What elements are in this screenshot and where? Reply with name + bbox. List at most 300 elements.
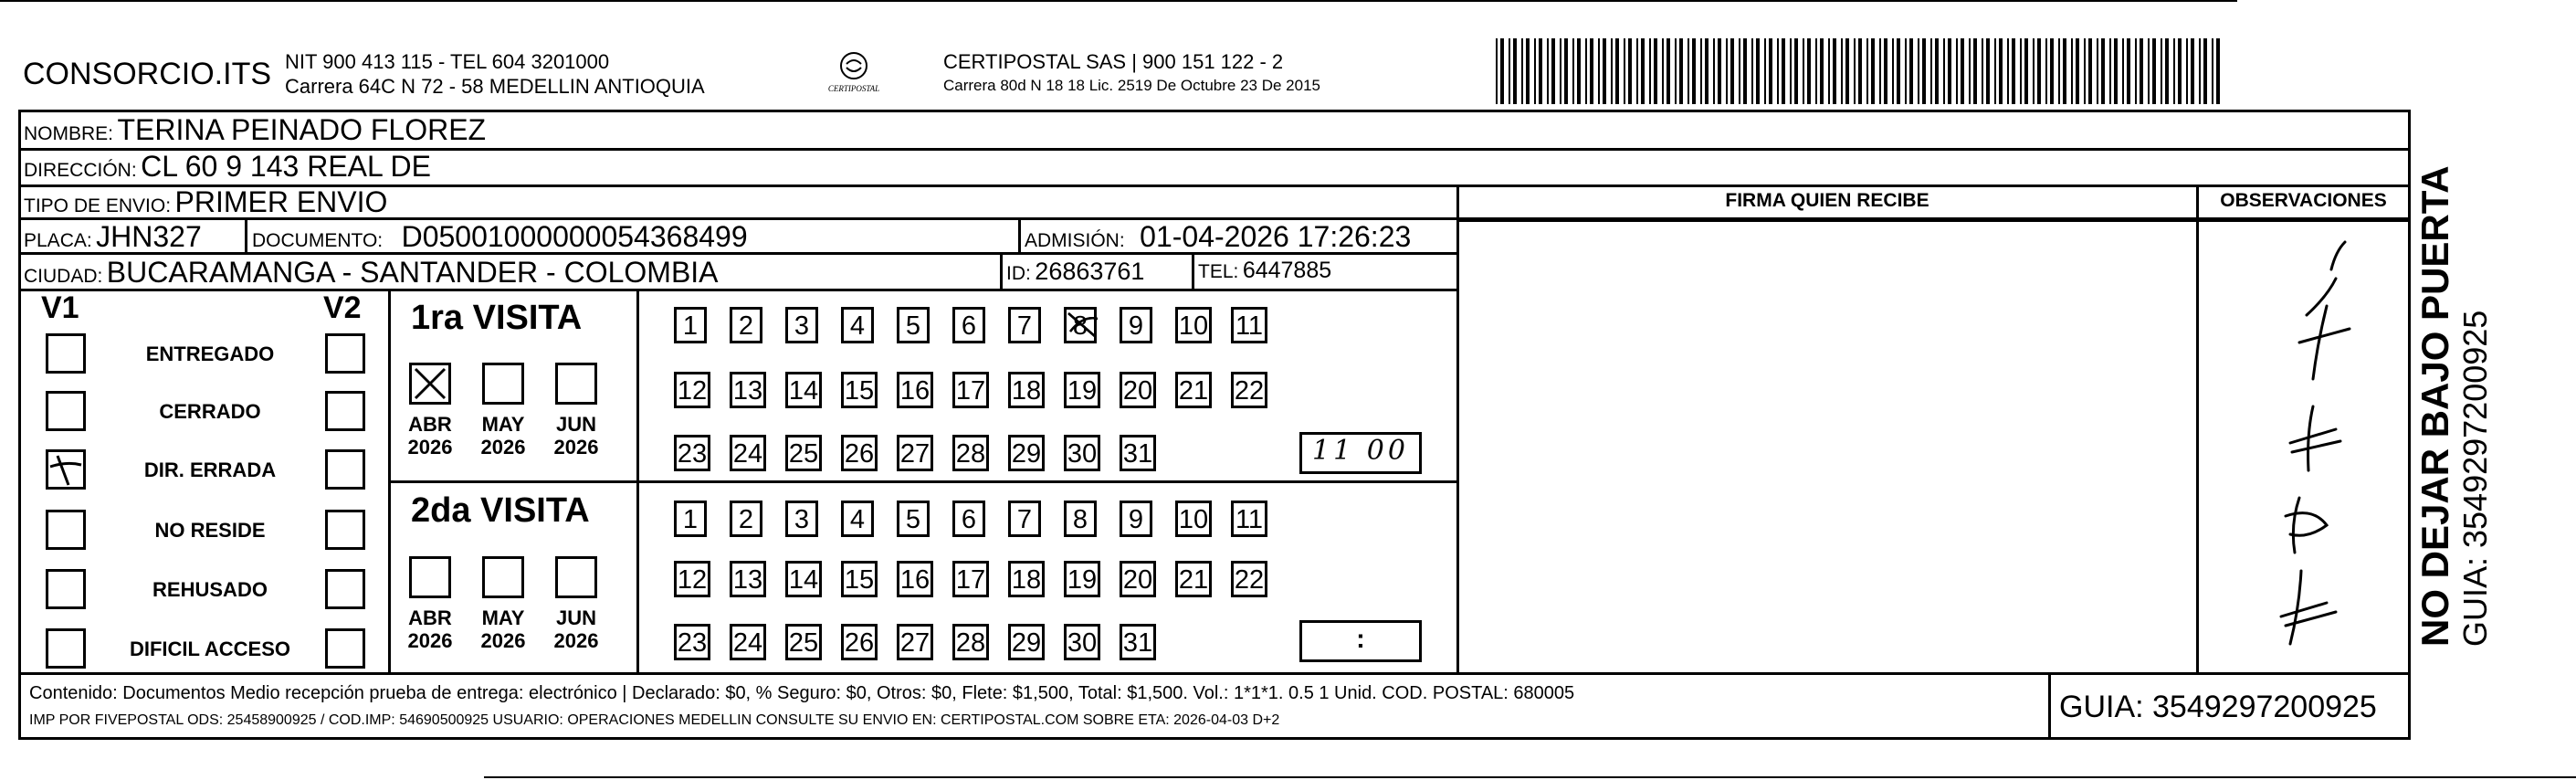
barcode-bar [2122, 38, 2124, 104]
barcode-bar [1807, 38, 1811, 104]
row-line [1457, 219, 2199, 222]
barcode-bar [1820, 38, 1824, 104]
day-box[interactable] [730, 501, 762, 537]
barcode-bar [1858, 38, 1862, 104]
status-label: REHUSADO [152, 578, 268, 601]
day-number: 2 [738, 505, 754, 534]
day-box[interactable] [674, 561, 710, 597]
documento-value: D05001000000054368499 [401, 220, 748, 253]
barcode-bar [2058, 38, 2060, 104]
admision-value: 01-04-2026 17:26:23 [1140, 220, 1412, 253]
day-box[interactable] [674, 307, 707, 343]
day-number: 3 [794, 505, 810, 534]
day-box[interactable] [1231, 501, 1267, 537]
no-dejar-text: NO DEJAR BAJO PUERTA [2413, 165, 2456, 647]
barcode-bar [2216, 38, 2220, 104]
barcode-bar [1692, 38, 1696, 104]
barcode-bar [1930, 38, 1932, 104]
day-number: 11 [1235, 505, 1264, 534]
barcode [1496, 38, 2226, 104]
logo-text: CERTIPOSTAL [827, 84, 880, 93]
month-checkbox[interactable] [555, 363, 597, 405]
barcode-bar [1700, 38, 1702, 104]
barcode-bar [1730, 38, 1734, 104]
day-number: 19 [1067, 565, 1098, 595]
barcode-bar [2024, 38, 2028, 104]
barcode-bar [1922, 38, 1926, 104]
day-number: 29 [1011, 628, 1042, 658]
barcode-bar [1833, 38, 1836, 104]
barcode-bar [1615, 38, 1619, 104]
side-strip-border [2408, 110, 2411, 740]
barcode-bar [1560, 38, 1561, 104]
barcode-bar [2212, 38, 2213, 104]
day-number: 6 [961, 311, 977, 341]
day-number: 18 [1011, 376, 1042, 406]
day-number: 9 [1128, 505, 1144, 534]
placa-label: PLACA: [24, 230, 92, 251]
day-box[interactable] [1008, 307, 1041, 343]
observaciones-header: OBSERVACIONES [2220, 190, 2387, 211]
barcode-bar [2203, 38, 2207, 104]
col-line [1456, 184, 1459, 674]
barcode-bar [1897, 38, 1900, 104]
v1-checkbox[interactable] [46, 569, 86, 609]
barcode-bar [1603, 38, 1606, 104]
tel-field [1198, 258, 1331, 284]
day-box[interactable] [674, 372, 710, 408]
barcode-bar [1743, 38, 1747, 104]
day-number: 9 [1128, 311, 1144, 341]
day-number: 30 [1067, 439, 1098, 469]
v1-checkbox[interactable] [46, 510, 86, 550]
barcode-bar [2007, 38, 2009, 104]
v2-checkbox[interactable] [325, 391, 365, 431]
day-box[interactable] [841, 307, 874, 343]
barcode-bar [1667, 38, 1670, 104]
admision-field [1025, 220, 1411, 254]
day-box[interactable] [674, 435, 710, 471]
col-line [1018, 217, 1021, 252]
barcode-bar [2148, 38, 2150, 104]
barcode-bar [2140, 38, 2143, 104]
year-label: 2026 [553, 436, 599, 459]
day-number: 27 [899, 628, 931, 658]
day-number: 16 [899, 565, 931, 595]
barcode-bar [1892, 38, 1894, 104]
barcode-bar [1577, 38, 1581, 104]
status-label: NO RESIDE [154, 519, 266, 542]
barcode-bar [2114, 38, 2118, 104]
barcode-bar [2152, 38, 2156, 104]
day-box[interactable] [841, 501, 874, 537]
day-box[interactable] [1175, 372, 1212, 408]
year-label: 2026 [553, 629, 599, 652]
tipo-value: PRIMER ENVIO [174, 185, 388, 218]
id-value: 26863761 [1035, 258, 1145, 285]
day-box[interactable] [785, 307, 818, 343]
barcode-bar [1782, 38, 1785, 104]
contenido-text: Contenido: Documentos Medio recepción prueba de entrega: electrónico | Declarado: $0, % Seguro: $0, Otros: $0, Flete: $1,500, Total: $1,500. Vol.: 1*1*1. 0.5 1 Unid. COD. POSTAL: 680005 [29, 683, 1575, 703]
barcode-bar [2033, 38, 2035, 104]
day-box[interactable] [1008, 501, 1041, 537]
day-number: 29 [1011, 439, 1042, 469]
barcode-bar [1845, 38, 1849, 104]
first-visit-time-box[interactable] [1299, 432, 1422, 474]
day-box[interactable] [1064, 561, 1100, 597]
handwritten-signature [2199, 224, 2408, 671]
barcode-bar [1718, 38, 1721, 104]
tipo-label: TIPO DE ENVIO: [24, 195, 172, 216]
day-box[interactable] [785, 561, 822, 597]
barcode-bar [2173, 38, 2175, 104]
day-box[interactable] [897, 435, 933, 471]
v1-checkbox[interactable] [46, 628, 86, 669]
day-box[interactable] [841, 624, 878, 660]
ciudad-value: BUCARAMANGA - SANTANDER - COLOMBIA [106, 256, 719, 289]
barcode-bar [1841, 38, 1843, 104]
day-number: 7 [1016, 311, 1033, 341]
barcode-bar [1513, 38, 1517, 104]
status-label: DIFICIL ACCESO [129, 638, 290, 660]
day-box[interactable] [897, 372, 933, 408]
barcode-bar [1764, 38, 1766, 104]
barcode-bar [1994, 38, 1996, 104]
ciudad-label: CIUDAD: [24, 266, 103, 287]
placa-value: JHN327 [96, 220, 202, 253]
barcode-bar [1688, 38, 1689, 104]
barcode-bar [2109, 38, 2111, 104]
day-box[interactable] [952, 501, 985, 537]
day-box[interactable] [1175, 561, 1212, 597]
x-mark-icon [412, 365, 448, 402]
day-box[interactable] [952, 435, 989, 471]
barcode-bar [1803, 38, 1804, 104]
day-number: 14 [788, 565, 819, 595]
barcode-bar [1679, 38, 1683, 104]
day-number: 27 [899, 439, 931, 469]
barcode-bar [1662, 38, 1664, 104]
day-box[interactable] [730, 307, 762, 343]
barcode-bar [1496, 38, 1498, 104]
footer-guia: GUIA: 3549297200925 [2059, 690, 2377, 724]
month-checkbox[interactable] [409, 556, 451, 598]
barcode-bar [1769, 38, 1772, 104]
day-number: 15 [844, 376, 875, 406]
month-checkbox[interactable] [555, 556, 597, 598]
barcode-bar [1751, 38, 1753, 104]
day-box[interactable] [1008, 561, 1045, 597]
barcode-bar [1649, 38, 1651, 104]
first-visit-time-handwritten: 11 00 [1312, 435, 1409, 467]
nombre-value: TERINA PEINADO FLOREZ [117, 113, 487, 146]
month-label: MAY [481, 606, 525, 629]
barcode-bar [1884, 38, 1887, 104]
day-box[interactable] [1175, 307, 1212, 343]
id-label: ID: [1006, 263, 1031, 284]
barcode-bar [1918, 38, 1919, 104]
day-number: 11 [1235, 311, 1264, 341]
barcode-bar [1641, 38, 1645, 104]
day-number: 2 [738, 311, 754, 341]
barcode-bar [2186, 38, 2188, 104]
v2-checkbox[interactable] [325, 569, 365, 609]
barcode-bar [2088, 38, 2092, 104]
second-visit-time-box[interactable] [1299, 620, 1422, 662]
day-number: 4 [849, 311, 866, 341]
status-label: ENTREGADO [145, 343, 275, 365]
day-box[interactable] [1120, 624, 1156, 660]
day-number: 22 [1234, 376, 1265, 406]
cross-mark-icon [1067, 310, 1098, 349]
day-box[interactable] [1120, 372, 1156, 408]
check-mark-icon [48, 452, 83, 487]
side-guia-text: GUIA: 3549297200925 [2456, 310, 2494, 647]
month-checkbox[interactable] [409, 363, 451, 405]
barcode-bar [1794, 38, 1798, 104]
day-number: 13 [732, 376, 763, 406]
day-number: 7 [1016, 505, 1033, 534]
barcode-bar [1866, 38, 1868, 104]
day-number: 23 [677, 628, 708, 658]
barcode-bar [1598, 38, 1600, 104]
barcode-bar [1948, 38, 1951, 104]
grid-bottom-line [18, 672, 2411, 675]
col-line [1000, 252, 1003, 289]
company-name: CONSORCIO.ITS [23, 57, 272, 91]
day-box[interactable] [730, 624, 766, 660]
day-box[interactable] [1231, 561, 1267, 597]
barcode-bar [2050, 38, 2054, 104]
certipostal-logo [822, 46, 886, 100]
admision-label: ADMISIÓN: [1025, 230, 1125, 251]
barcode-bar [1961, 38, 1964, 104]
v2-checkbox[interactable] [325, 333, 365, 374]
month-checkbox[interactable] [482, 363, 524, 405]
barcode-bar [2084, 38, 2086, 104]
footer-divider [2048, 672, 2051, 740]
day-number: 31 [1122, 628, 1153, 658]
barcode-bar [1905, 38, 1907, 104]
barcode-bar [1654, 38, 1657, 104]
address-line: Carrera 64C N 72 - 58 MEDELLIN ANTIOQUIA [285, 75, 705, 98]
day-box[interactable] [1064, 624, 1100, 660]
tel-value: 6447885 [1242, 258, 1332, 283]
day-box[interactable] [841, 561, 878, 597]
barcode-bar [1973, 38, 1977, 104]
v2-checkbox[interactable] [325, 628, 365, 669]
day-box[interactable] [841, 372, 878, 408]
day-number: 6 [961, 505, 977, 534]
day-number: 25 [788, 439, 819, 469]
day-box[interactable] [1120, 307, 1152, 343]
day-box[interactable] [1231, 372, 1267, 408]
day-box[interactable] [1175, 501, 1212, 537]
barcode-bar [2063, 38, 2066, 104]
day-number: 17 [955, 565, 986, 595]
barcode-bar [1739, 38, 1740, 104]
day-number: 20 [1122, 376, 1153, 406]
year-label: 2026 [480, 629, 526, 652]
day-box[interactable] [674, 624, 710, 660]
visit-split-line [388, 480, 1458, 483]
status-label: CERRADO [159, 400, 261, 423]
barcode-bar [2101, 38, 2105, 104]
barcode-bar [2076, 38, 2079, 104]
barcode-bar [1585, 38, 1587, 104]
day-box[interactable] [1064, 372, 1100, 408]
day-box[interactable] [1008, 624, 1045, 660]
v1-checkbox[interactable] [46, 449, 86, 490]
day-box[interactable] [1120, 435, 1156, 471]
v2-label: V2 [323, 290, 362, 325]
barcode-bar [1564, 38, 1568, 104]
day-box[interactable] [952, 372, 989, 408]
documento-label: DOCUMENTO: [252, 230, 384, 251]
day-box[interactable] [1008, 372, 1045, 408]
day-number: 10 [1178, 505, 1209, 534]
barcode-bar [1726, 38, 1728, 104]
day-box[interactable] [730, 561, 766, 597]
day-box[interactable] [897, 501, 930, 537]
ciudad-field [24, 256, 719, 290]
day-box[interactable] [674, 501, 707, 537]
day-number: 5 [905, 505, 921, 534]
license-line: Carrera 80d N 18 18 Lic. 2519 De Octubre 23 De 2015 [943, 77, 1320, 94]
day-number: 26 [844, 628, 875, 658]
barcode-bar [1551, 38, 1555, 104]
day-number: 3 [794, 311, 810, 341]
day-number: 22 [1234, 565, 1265, 595]
day-box[interactable] [730, 435, 766, 471]
barcode-bar [2178, 38, 2182, 104]
barcode-bar [1986, 38, 1990, 104]
day-box[interactable] [897, 624, 933, 660]
nombre-field [24, 113, 486, 147]
day-number: 28 [955, 439, 986, 469]
month-label: ABR [408, 413, 452, 436]
barcode-bar [2135, 38, 2137, 104]
id-field [1006, 258, 1144, 286]
tel-label: TEL: [1198, 261, 1239, 282]
barcode-bar [1624, 38, 1625, 104]
day-number: 12 [677, 565, 708, 595]
barcode-bar [2037, 38, 2041, 104]
day-box[interactable] [785, 372, 822, 408]
day-number: 10 [1178, 311, 1209, 341]
day-box[interactable] [1064, 501, 1097, 537]
barcode-bar [2191, 38, 2194, 104]
barcode-bar [1790, 38, 1792, 104]
barcode-bar [2071, 38, 2073, 104]
barcode-bar [1815, 38, 1817, 104]
firma-header: FIRMA QUIEN RECIBE [1725, 190, 1929, 211]
day-box[interactable] [785, 435, 822, 471]
day-number: 13 [732, 565, 763, 595]
day-number: 14 [788, 376, 819, 406]
month-label: MAY [481, 413, 525, 436]
day-number: 21 [1178, 565, 1209, 595]
day-number: 1 [682, 311, 699, 341]
day-box[interactable] [952, 561, 989, 597]
barcode-bar [1675, 38, 1677, 104]
barcode-bar [1500, 38, 1504, 104]
v2-checkbox[interactable] [325, 449, 365, 490]
day-box[interactable] [952, 307, 985, 343]
day-box[interactable] [1120, 501, 1152, 537]
day-number: 28 [955, 628, 986, 658]
day-number: 24 [732, 628, 763, 658]
month-checkbox[interactable] [482, 556, 524, 598]
barcode-bar [1828, 38, 1830, 104]
day-number: 20 [1122, 565, 1153, 595]
row-line [2196, 219, 2408, 222]
barcode-bar [1521, 38, 1523, 104]
day-number: 30 [1067, 628, 1098, 658]
day-box[interactable] [1064, 435, 1100, 471]
barcode-bar [1611, 38, 1613, 104]
barcode-bar [1534, 38, 1536, 104]
barcode-bar [1854, 38, 1856, 104]
day-box[interactable] [841, 435, 878, 471]
day-number: 17 [955, 376, 986, 406]
nombre-label: NOMBRE: [24, 123, 114, 144]
day-number: 31 [1122, 439, 1153, 469]
barcode-bar [1526, 38, 1530, 104]
day-box[interactable] [1231, 307, 1267, 343]
documento-field [252, 220, 748, 254]
barcode-bar [2165, 38, 2169, 104]
day-number: 19 [1067, 376, 1098, 406]
barcode-bar [1636, 38, 1638, 104]
direccion-label: DIRECCIÓN: [24, 160, 137, 181]
barcode-bar [2045, 38, 2047, 104]
barcode-bar [1909, 38, 1913, 104]
barcode-bar [2127, 38, 2130, 104]
barcode-bar [1999, 38, 2003, 104]
direccion-value: CL 60 9 143 REAL DE [141, 150, 431, 183]
day-box[interactable] [785, 501, 818, 537]
day-box[interactable] [1120, 561, 1156, 597]
day-box[interactable] [897, 561, 933, 597]
barcode-bar [1969, 38, 1971, 104]
day-number: 12 [677, 376, 708, 406]
barcode-bar [1956, 38, 1958, 104]
v1-checkbox[interactable] [46, 333, 86, 374]
day-number: 8 [1072, 505, 1088, 534]
day-box[interactable] [1008, 435, 1045, 471]
v2-checkbox[interactable] [325, 510, 365, 550]
barcode-bar [1879, 38, 1881, 104]
col-line [1192, 252, 1194, 289]
day-number: 4 [849, 505, 866, 534]
barcode-bar [1705, 38, 1709, 104]
day-box[interactable] [785, 624, 822, 660]
day-number: 24 [732, 439, 763, 469]
day-box[interactable] [1064, 307, 1097, 343]
barcode-bar [1509, 38, 1510, 104]
barcode-bar [1777, 38, 1779, 104]
day-number: 26 [844, 439, 875, 469]
year-label: 2026 [407, 436, 453, 459]
v1-checkbox[interactable] [46, 391, 86, 431]
day-box[interactable] [897, 307, 930, 343]
day-box[interactable] [730, 372, 766, 408]
day-number: 18 [1011, 565, 1042, 595]
nit-line: NIT 900 413 115 - TEL 604 3201000 [285, 50, 610, 73]
second-visit-title: 2da VISITA [411, 491, 590, 530]
day-box[interactable] [952, 624, 989, 660]
